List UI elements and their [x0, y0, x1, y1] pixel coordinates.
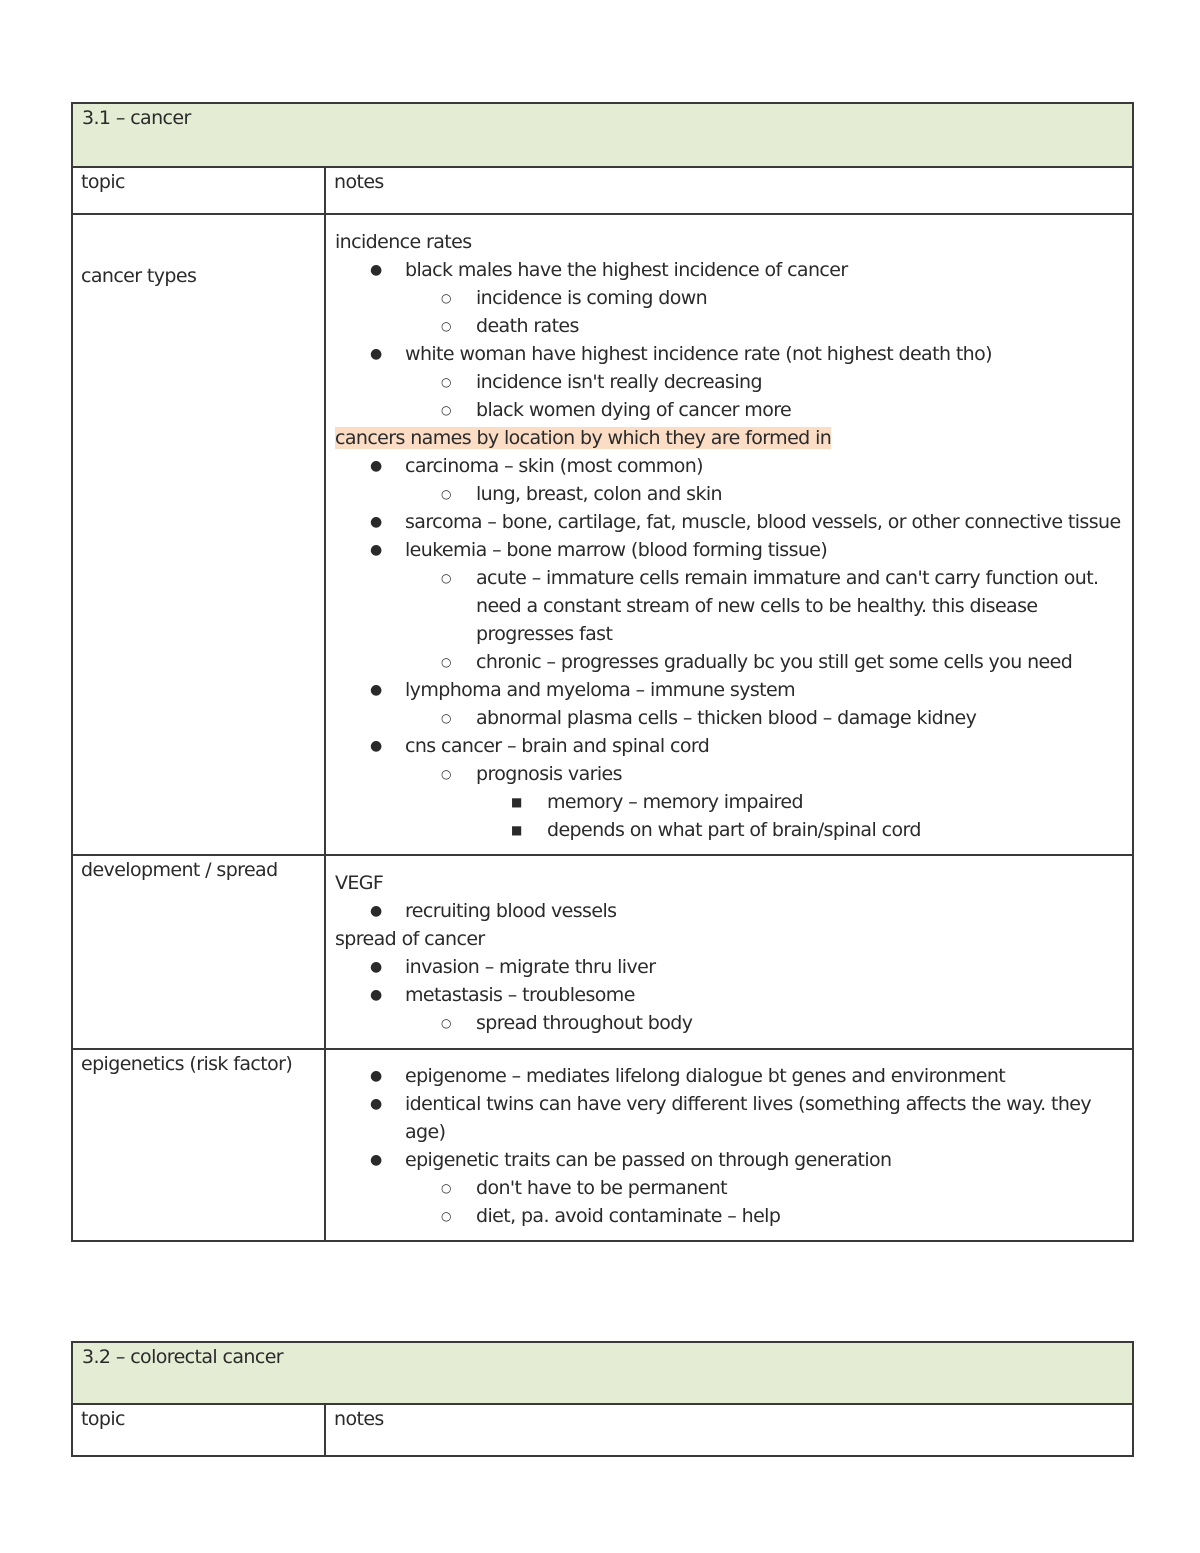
note-line — [335, 256, 1122, 284]
row-notes — [325, 214, 1133, 855]
bullet-icon: ● — [370, 903, 382, 919]
note-text: incidence isn't really decreasing — [476, 371, 762, 393]
note-text: black males have the highest incidence of cancer — [405, 259, 848, 281]
bullet-icon: ● — [370, 1152, 382, 1168]
note-text: prognosis varies — [476, 763, 622, 785]
note-line — [335, 312, 1122, 340]
table-title: 3.1 – cancer — [72, 103, 1133, 167]
row-topic: cancer types — [72, 214, 325, 855]
note-text: leukemia – bone marrow (blood forming tissue) — [405, 539, 828, 561]
column-header-notes: notes — [325, 1404, 1133, 1456]
bullet-icon: ○ — [441, 487, 451, 501]
note-text: diet, pa. avoid contaminate – help — [476, 1205, 781, 1227]
note-line — [335, 760, 1122, 788]
table-row — [72, 855, 1133, 1049]
note-line — [335, 732, 1122, 760]
note-line — [335, 536, 1122, 564]
note-text: acute – immature cells remain immature and can't carry function out. need a constant stream of new cells to be healthy. this disease progresses fast — [476, 567, 1099, 645]
note-text: recruiting blood vessels — [405, 900, 617, 922]
bullet-icon: ○ — [441, 375, 451, 389]
bullet-icon: ○ — [441, 655, 451, 669]
bullet-icon: ○ — [441, 403, 451, 417]
bullet-icon: ○ — [441, 319, 451, 333]
row-topic: epigenetics (risk factor) — [72, 1049, 325, 1241]
bullet-icon: ○ — [441, 767, 451, 781]
note-text: VEGF — [335, 872, 384, 894]
note-text: depends on what part of brain/spinal cord — [547, 819, 921, 841]
bullet-icon: ● — [370, 987, 382, 1003]
bullet-icon: ■ — [511, 823, 522, 837]
note-text: sarcoma – bone, cartilage, fat, muscle, blood vessels, or other connective tissue — [405, 511, 1121, 533]
note-text: identical twins can have very different lives (something affects the way. they age) — [405, 1093, 1091, 1143]
note-text: carcinoma – skin (most common) — [405, 455, 703, 477]
bullet-icon: ○ — [441, 291, 451, 305]
row-notes — [325, 855, 1133, 1049]
note-line — [335, 1146, 1122, 1174]
bullet-icon: ○ — [441, 1181, 451, 1195]
note-line — [335, 1009, 1122, 1037]
bullet-icon: ● — [370, 346, 382, 362]
note-line — [335, 676, 1122, 704]
bullet-icon: ● — [370, 1068, 382, 1084]
note-line — [335, 897, 1122, 925]
bullet-icon: ○ — [441, 1209, 451, 1223]
bullet-icon: ○ — [441, 571, 451, 585]
note-line — [335, 1062, 1122, 1090]
note-text: chronic – progresses gradually bc you still get some cells you need — [476, 651, 1073, 673]
note-text: epigenome – mediates lifelong dialogue bt genes and environment — [405, 1065, 1006, 1087]
bullet-icon: ● — [370, 959, 382, 975]
note-line — [335, 981, 1122, 1009]
note-line — [335, 452, 1122, 480]
notes-table-cancer — [71, 102, 1134, 1242]
table-row — [72, 214, 1133, 855]
note-text: metastasis – troublesome — [405, 984, 635, 1006]
note-text: memory – memory impaired — [547, 791, 803, 813]
column-header-topic: topic — [72, 1404, 325, 1456]
note-text: black women dying of cancer more — [476, 399, 792, 421]
table-row — [72, 1049, 1133, 1241]
note-line — [335, 424, 1122, 452]
bullet-icon: ● — [370, 1096, 382, 1112]
bullet-icon: ■ — [511, 795, 522, 809]
bullet-icon: ● — [370, 542, 382, 558]
note-line — [335, 396, 1122, 424]
bullet-icon: ● — [370, 738, 382, 754]
note-line — [335, 869, 1122, 897]
note-line — [335, 1174, 1122, 1202]
note-line — [335, 340, 1122, 368]
note-line — [335, 1090, 1122, 1146]
note-text: lymphoma and myeloma – immune system — [405, 679, 796, 701]
note-line — [335, 648, 1122, 676]
note-text: cns cancer – brain and spinal cord — [405, 735, 710, 757]
note-line — [335, 925, 1122, 953]
bullet-icon: ● — [370, 262, 382, 278]
note-text: don't have to be permanent — [476, 1177, 728, 1199]
bullet-icon: ● — [370, 682, 382, 698]
note-text: lung, breast, colon and skin — [476, 483, 722, 505]
note-line — [335, 564, 1122, 648]
note-text: abnormal plasma cells – thicken blood – damage kidney — [476, 707, 977, 729]
table-title: 3.2 – colorectal cancer — [72, 1342, 1133, 1404]
column-header-topic: topic — [72, 167, 325, 214]
note-line — [335, 788, 1122, 816]
note-line — [335, 953, 1122, 981]
bullet-icon: ○ — [441, 1016, 451, 1030]
note-line — [335, 368, 1122, 396]
bullet-icon: ● — [370, 514, 382, 530]
note-text: epigenetic traits can be passed on through generation — [405, 1149, 892, 1171]
note-line — [335, 480, 1122, 508]
note-line — [335, 704, 1122, 732]
note-text: incidence is coming down — [476, 287, 708, 309]
note-text: incidence rates — [335, 231, 472, 253]
note-text: invasion – migrate thru liver — [405, 956, 656, 978]
row-topic: development / spread — [72, 855, 325, 1049]
bullet-icon: ○ — [441, 711, 451, 725]
notes-table-colorectal-cancer — [71, 1341, 1134, 1457]
note-line — [335, 228, 1122, 256]
bullet-icon: ● — [370, 458, 382, 474]
note-line — [335, 508, 1122, 536]
note-line — [335, 284, 1122, 312]
row-notes — [325, 1049, 1133, 1241]
column-header-notes: notes — [325, 167, 1133, 214]
note-text: spread throughout body — [476, 1012, 693, 1034]
note-text: spread of cancer — [335, 928, 485, 950]
note-line — [335, 1202, 1122, 1230]
highlighted-note-text: cancers names by location by which they are formed in — [335, 427, 832, 449]
note-text: death rates — [476, 315, 579, 337]
note-text: white woman have highest incidence rate (not highest death tho) — [405, 343, 992, 365]
note-line — [335, 816, 1122, 844]
